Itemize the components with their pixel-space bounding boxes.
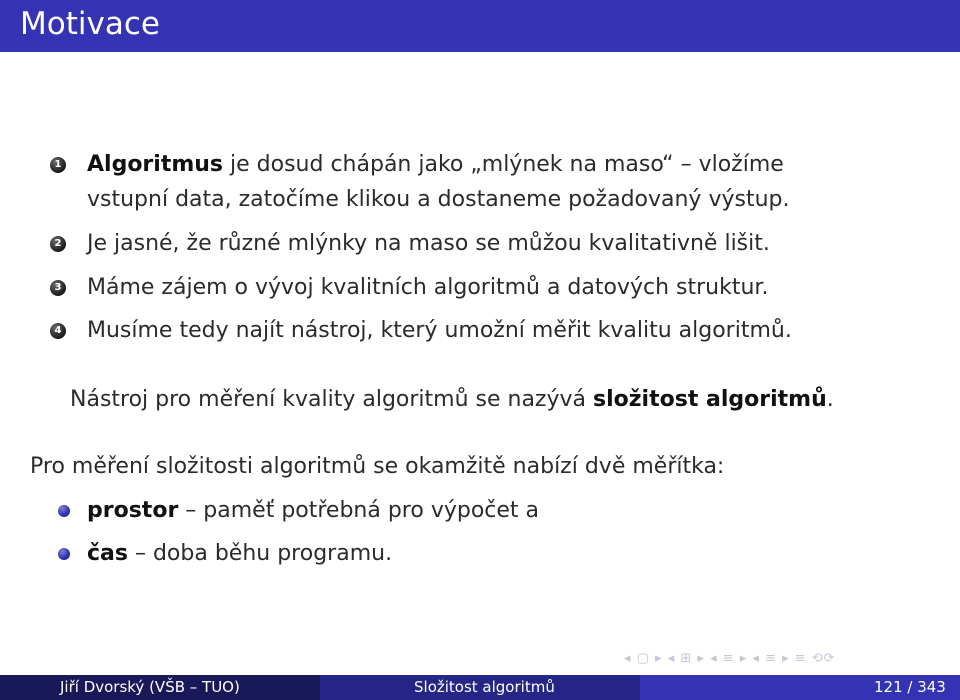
- bullet-dot-icon: [58, 505, 70, 517]
- definition-suffix: .: [826, 387, 834, 412]
- definition-term: složitost algoritmů: [593, 387, 827, 412]
- slide-title: Motivace: [20, 6, 160, 42]
- measures-intro: Pro měření složitosti algoritmů se okamžitě nabízí dvě měřítka:: [30, 454, 725, 479]
- footer-page-section: [640, 675, 960, 700]
- bullet-item-time: [87, 539, 392, 569]
- footer-topic-section: [320, 675, 640, 700]
- enum-number-1-icon: 1: [50, 157, 66, 173]
- definition-statement: [70, 385, 834, 415]
- footer-page-number: 121 / 343: [874, 678, 946, 696]
- footer-topic: Složitost algoritmů: [414, 678, 555, 696]
- enum-number-4-icon: 4: [50, 323, 66, 339]
- definition-prefix: Nástroj pro měření kvality algoritmů se nazývá: [70, 387, 593, 412]
- list-item-1-term: Algoritmus: [87, 152, 224, 177]
- bullet-dot-icon: [58, 548, 70, 560]
- list-item-3: Máme zájem o vývoj kvalitních algoritmů a datových struktur.: [87, 275, 769, 300]
- footer-author: Jiří Dvorský (VŠB – TUO): [60, 678, 240, 696]
- bullet-item-time-term: čas: [87, 541, 128, 566]
- bullet-item-space: [87, 496, 539, 526]
- bullet-item-space-term: prostor: [87, 498, 179, 523]
- list-item-4: Musíme tedy najít nástroj, který umožní měřit kvalitu algoritmů.: [87, 318, 792, 343]
- slide-footer: [0, 675, 960, 700]
- footer-author-section: [0, 675, 320, 700]
- list-item-2: Je jasné, že různé mlýnky na maso se můžou kvalitativně lišit.: [87, 231, 770, 256]
- enum-number-3-icon: 3: [50, 280, 66, 296]
- list-item-1-continuation: vstupní data, zatočíme klikou a dostaneme požadovaný výstup.: [87, 187, 790, 212]
- bullet-item-time-text: – doba běhu programu.: [127, 541, 393, 566]
- list-item-1: [87, 150, 784, 180]
- beamer-navigation-icons[interactable]: ◂ ▢ ▸ ◂ ⊞ ▸ ◂ ≡ ▸ ◂ ≡ ▸ ≡ ⟲⟳: [624, 651, 836, 666]
- enum-number-2-icon: 2: [50, 236, 66, 252]
- list-item-1-text: je dosud chápán jako „mlýnek na maso“ – vložíme: [223, 152, 784, 177]
- bullet-item-space-text: – paměť potřebná pro výpočet a: [178, 498, 540, 523]
